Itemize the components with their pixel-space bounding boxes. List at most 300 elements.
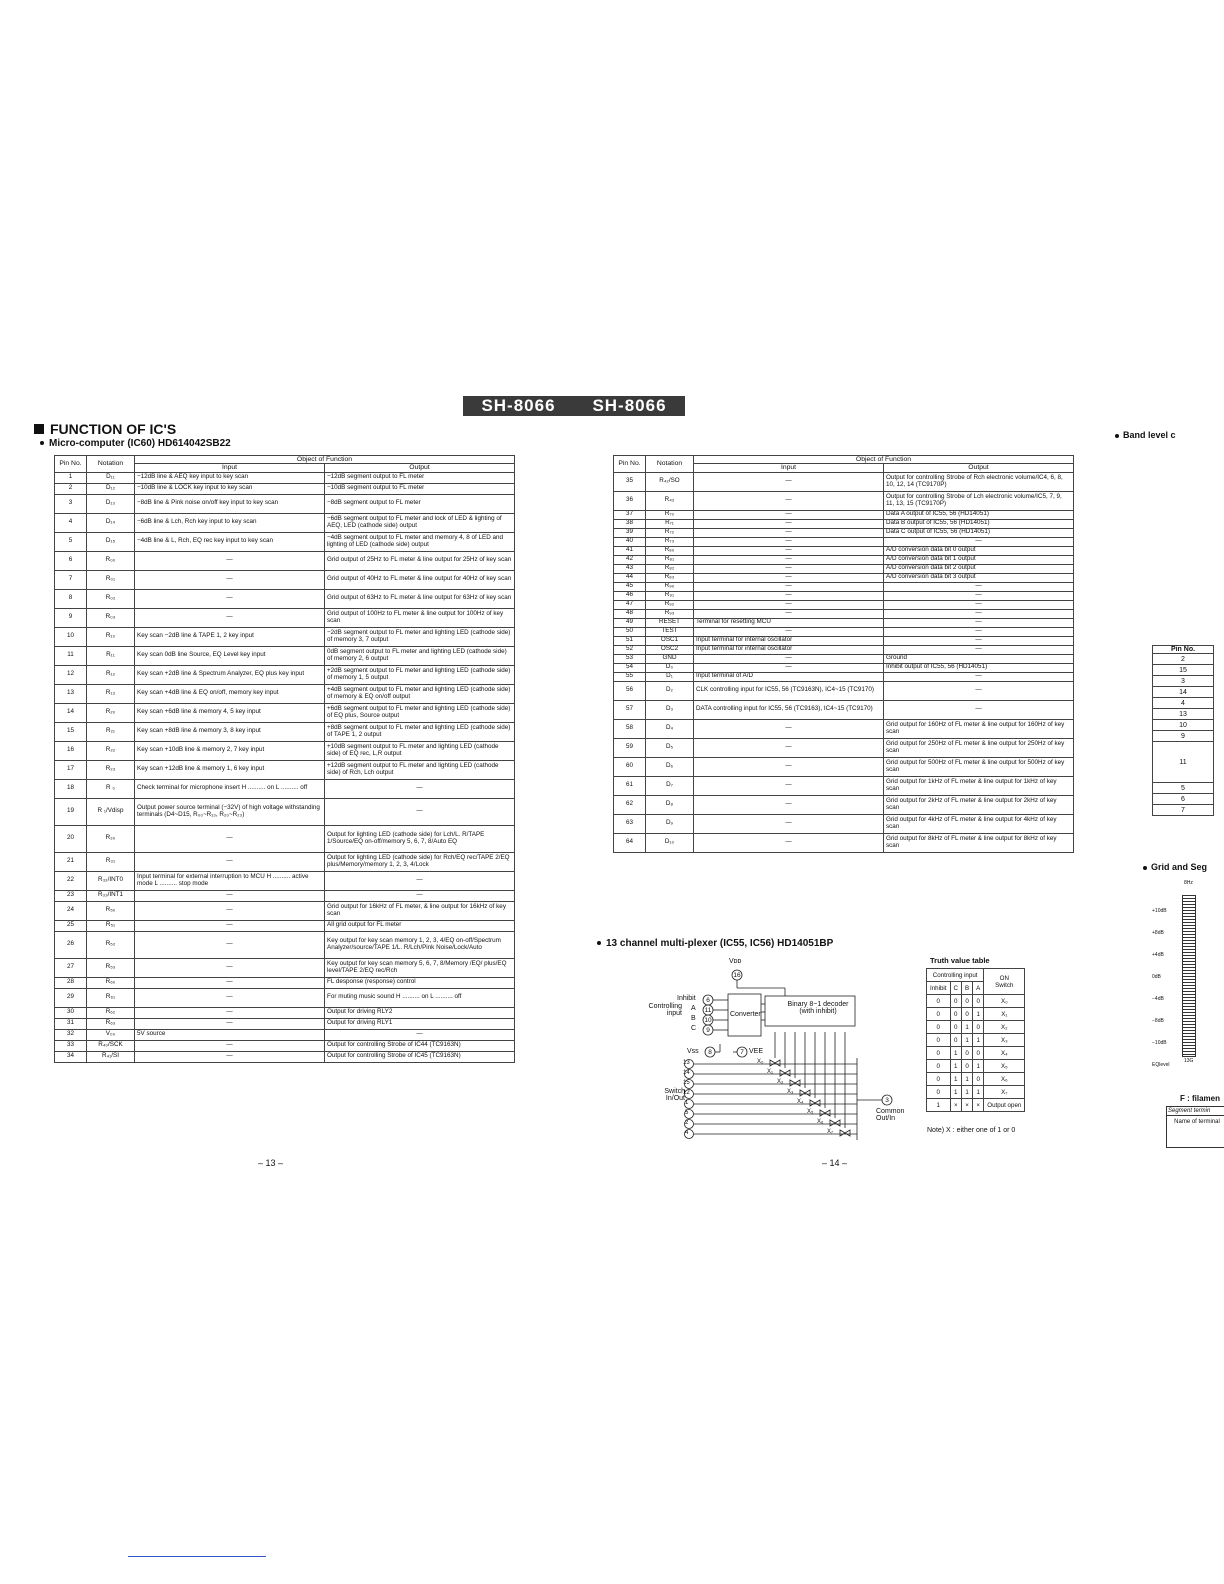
b-col: B <box>961 982 972 995</box>
pin-cell: 3 <box>1153 676 1214 687</box>
cell-pin: 18 <box>55 779 87 798</box>
cell-output: Output for driving RLY2 <box>325 1007 515 1018</box>
cell-output: Grid output for 160Hz of FL meter & line output for 160Hz of key scan <box>884 719 1074 738</box>
svg-text:8: 8 <box>708 1049 712 1056</box>
table-row <box>55 798 515 825</box>
table-row <box>55 760 515 779</box>
cell-input: — <box>135 1040 325 1051</box>
cell-pin: 57 <box>614 700 646 719</box>
truth-cell: X₃ <box>984 1034 1025 1047</box>
cell-pin: 55 <box>614 672 646 681</box>
table-row <box>55 1029 515 1040</box>
cell-notation: D₁ <box>646 672 694 681</box>
cell-pin: 37 <box>614 510 646 519</box>
cell-pin: 48 <box>614 609 646 618</box>
cell-output: Key output for key scan memory 1, 2, 3, 4/EQ on-off/Spectrum Analyzer/source/TAPE 1/L. R/Lch/Pink Noise/Lock/Auto <box>325 931 515 958</box>
switch-inout-label: Switch In/Out <box>664 1088 685 1102</box>
grid-seg-heading <box>1143 862 1207 872</box>
cell-pin: 6 <box>55 551 87 570</box>
cell-output: Ground <box>884 654 1074 663</box>
cell-notation: D₁₅ <box>87 532 135 551</box>
truth-cell: 1 <box>961 1073 972 1086</box>
cell-pin: 3 <box>55 494 87 513</box>
on-header-text: ON <box>999 974 1009 982</box>
cell-notation: R₆₂ <box>87 1007 135 1018</box>
switch-x-label: X₀ <box>757 1059 764 1065</box>
meter-segments <box>1182 895 1196 1057</box>
table-row <box>614 564 1074 573</box>
c-col: C <box>950 982 961 995</box>
cell-notation: RESET <box>646 618 694 627</box>
segment-terminal-box <box>1166 1106 1224 1148</box>
cell-notation: R₂₀ <box>87 703 135 722</box>
cell-pin: 52 <box>614 645 646 654</box>
pin-cell: 2 <box>1153 654 1214 665</box>
cell-output: A/D conversion data bit 0 output <box>884 546 1074 555</box>
cell-input: — <box>135 551 325 570</box>
cell-pin: 24 <box>55 901 87 920</box>
cell-pin: 9 <box>55 608 87 627</box>
cell-notation: R₇₁ <box>646 519 694 528</box>
table-row <box>614 591 1074 600</box>
cell-input: Check terminal for microphone insert H .......... on L .......... off <box>135 779 325 798</box>
switch-header-text: Switch <box>995 981 1014 989</box>
cell-output: −10dB segment output to FL meter <box>325 483 515 494</box>
cell-output: — <box>325 871 515 890</box>
svg-text:10: 10 <box>704 1017 712 1024</box>
cell-pin: 56 <box>614 681 646 700</box>
pin-row <box>1153 665 1214 676</box>
cell-notation: TEST <box>646 627 694 636</box>
grid-seg-text: Grid and Seg <box>1151 862 1208 872</box>
cell-input: −8dB line & Pink noise on/off key input to key scan <box>135 494 325 513</box>
cell-output: Output for driving RLY1 <box>325 1018 515 1029</box>
section-title-text: FUNCTION OF IC'S <box>50 421 177 437</box>
model-banner <box>463 396 685 416</box>
meter-label: EQlevel <box>1152 1062 1170 1068</box>
table-row <box>614 491 1074 510</box>
cell-notation: V₀₀ <box>87 1029 135 1040</box>
cell-output: Grid output for 16kHz of FL meter, & line output for 16kHz of key scan <box>325 901 515 920</box>
cell-output: Output for controlling Strobe of IC45 (TC9163N) <box>325 1051 515 1062</box>
cell-input: — <box>135 901 325 920</box>
page-number-right: – 14 – <box>822 1158 848 1168</box>
cell-input: — <box>694 814 884 833</box>
cell-pin: 45 <box>614 582 646 591</box>
switch-pin-number: 12 <box>683 1090 690 1096</box>
meter-label: +10dB <box>1152 908 1167 914</box>
svg-text:3: 3 <box>885 1097 889 1104</box>
vdd-label: Vᴅᴅ <box>729 958 742 965</box>
cell-output: — <box>884 609 1074 618</box>
cell-notation: GND <box>646 654 694 663</box>
cell-input: — <box>135 589 325 608</box>
cell-input: — <box>694 591 884 600</box>
table-row <box>55 1007 515 1018</box>
truth-table-note: Note) X : either one of 1 or 0 <box>927 1127 1016 1134</box>
cell-output: Grid output for 2kHz of FL meter & line output for 2kHz of key scan <box>884 795 1074 814</box>
cell-output: Output for controlling Strobe of Rch electronic volume/IC4, 6, 8, 10, 12, 14 (TC9170P) <box>884 472 1074 491</box>
cell-input: Key scan +2dB line & Spectrum Analyzer, EQ plus key input <box>135 665 325 684</box>
cell-pin: 5 <box>55 532 87 551</box>
cell-output: — <box>884 700 1074 719</box>
cell-input: — <box>135 852 325 871</box>
cell-input: — <box>694 472 884 491</box>
pin-cell: 5 <box>1153 783 1214 794</box>
cell-pin: 62 <box>614 795 646 814</box>
cell-notation: D₉ <box>646 814 694 833</box>
pin-row <box>1153 794 1214 805</box>
square-bullet-icon <box>34 424 44 434</box>
pin-cell: 10 <box>1153 720 1214 731</box>
truth-cell: 0 <box>961 1060 972 1073</box>
table-row <box>55 901 515 920</box>
cell-pin: 7 <box>55 570 87 589</box>
common-label: Common Out/In <box>876 1108 905 1122</box>
cell-notation: D₁₂ <box>87 483 135 494</box>
table-row <box>55 551 515 570</box>
cell-pin: 54 <box>614 663 646 672</box>
truth-cell: 0 <box>927 1047 951 1060</box>
table-row <box>55 608 515 627</box>
cell-input: — <box>694 573 884 582</box>
cell-input: — <box>694 555 884 564</box>
cell-input: — <box>694 738 884 757</box>
cell-output: Grid output for 4kHz of FL meter & line output for 4kHz of key scan <box>884 814 1074 833</box>
table-row <box>55 703 515 722</box>
cell-input: — <box>135 1051 325 1062</box>
cell-pin: 14 <box>55 703 87 722</box>
cell-pin: 40 <box>614 537 646 546</box>
cell-output: — <box>325 1029 515 1040</box>
a-label: A <box>691 1005 696 1012</box>
pin-row <box>1153 731 1214 742</box>
cell-output: — <box>884 636 1074 645</box>
pin-number-column <box>1152 645 1214 816</box>
table-row <box>55 483 515 494</box>
cell-pin: 33 <box>55 1040 87 1051</box>
cell-input: — <box>694 537 884 546</box>
meter-label: +8dB <box>1152 930 1164 936</box>
cell-pin: 46 <box>614 591 646 600</box>
cell-input: — <box>135 825 325 852</box>
cell-pin: 20 <box>55 825 87 852</box>
terminal-name: Name of terminal <box>1174 1119 1220 1125</box>
cell-notation: R₃₀ <box>87 825 135 852</box>
cell-input: — <box>694 757 884 776</box>
cell-notation: R₄₂/SO <box>646 472 694 491</box>
cell-output: −2dB segment output to FL meter and lighting LED (cathode side) of memory 3, 7 output <box>325 627 515 646</box>
meter-label: −10dB <box>1152 1040 1167 1046</box>
cell-notation: R₀₁ <box>87 570 135 589</box>
bullet-icon <box>597 941 601 945</box>
cell-input: — <box>694 546 884 555</box>
cell-pin: 49 <box>614 618 646 627</box>
cell-output: 0dB segment output to FL meter and lighting LED (cathode side) of memory 2, 6 output <box>325 646 515 665</box>
pin-row <box>1153 783 1214 794</box>
notation-header: Notation <box>646 456 694 473</box>
truth-row <box>927 1086 1025 1099</box>
cell-notation: R₉₁ <box>646 591 694 600</box>
page-number-left: – 13 – <box>258 1158 284 1168</box>
cell-output: — <box>325 779 515 798</box>
cell-pin: 50 <box>614 627 646 636</box>
table-row <box>55 958 515 977</box>
table-row <box>614 510 1074 519</box>
cell-output: Data C output of IC55, 56 (HD14051) <box>884 528 1074 537</box>
cell-input: Key scan 0dB line Source, EQ Level key input <box>135 646 325 665</box>
truth-cell: 1 <box>973 1034 984 1047</box>
vdd-pin-number: 16 <box>733 972 741 979</box>
cell-notation: D₆ <box>646 757 694 776</box>
truth-row <box>927 1073 1025 1086</box>
cell-input: Input terminal for external interruption to MCU H .......... active mode L .......... stop mode <box>135 871 325 890</box>
cell-pin: 21 <box>55 852 87 871</box>
table-row <box>614 795 1074 814</box>
switch-pin-number: 15 <box>683 1080 690 1086</box>
cell-notation: D₁₃ <box>87 494 135 513</box>
cell-input: Key scan +12dB line & memory 1, 6 key input <box>135 760 325 779</box>
cell-output: +4dB segment output to FL meter and lighting LED (cathode side) of memory & EQ on/off output <box>325 684 515 703</box>
switch-pin-number: 14 <box>683 1070 690 1076</box>
transmission-gate-icon <box>830 1120 840 1126</box>
cell-pin: 44 <box>614 573 646 582</box>
table-row <box>55 472 515 483</box>
cell-input: Terminal for resetting MCU <box>694 618 884 627</box>
cell-input: — <box>694 719 884 738</box>
truth-cell: 0 <box>927 995 951 1008</box>
cell-notation: R₁₀ <box>87 627 135 646</box>
pin-cell: 4 <box>1153 698 1214 709</box>
controlling-input-header: Controlling input <box>927 969 984 982</box>
switch-x-label: X₂ <box>777 1079 784 1085</box>
cell-pin: 15 <box>55 722 87 741</box>
table-row <box>614 600 1074 609</box>
cell-output: — <box>884 681 1074 700</box>
cell-input: −10dB line & LOCK key input to key scan <box>135 483 325 494</box>
cell-notation: D₅ <box>646 738 694 757</box>
cell-output: +12dB segment output to FL meter and lighting LED (cathode side) of Rch, Lch output <box>325 760 515 779</box>
table-row <box>55 871 515 890</box>
cell-pin: 10 <box>55 627 87 646</box>
banner-right: SH-8066 <box>592 396 667 415</box>
cell-pin: 64 <box>614 833 646 852</box>
pin-cell: 9 <box>1153 731 1214 742</box>
switch-pin-number: 2 <box>685 1120 689 1126</box>
pin-header: Pin No. <box>614 456 646 473</box>
segment-terminal-header: Segment termin <box>1167 1107 1224 1116</box>
cell-pin: 35 <box>614 472 646 491</box>
switch-x-label: X₃ <box>787 1089 794 1095</box>
cell-output: — <box>884 627 1074 636</box>
cell-input: CLK controlling input for IC55, 56 (TC9163N), IC4~15 (TC9170) <box>694 681 884 700</box>
converter-label: Converter <box>730 1011 761 1018</box>
cell-input: Key scan +8dB line & memory 3, 8 key input <box>135 722 325 741</box>
input-header: Input <box>694 464 884 472</box>
cell-pin: 59 <box>614 738 646 757</box>
cell-output: Grid output for 1kHz of FL meter & line output for 1kHz of key scan <box>884 776 1074 795</box>
bullet-icon <box>1115 434 1119 438</box>
cell-pin: 30 <box>55 1007 87 1018</box>
table-row <box>55 589 515 608</box>
cell-output: Grid output for 250Hz of FL meter & line output for 250Hz of key scan <box>884 738 1074 757</box>
cell-input: — <box>694 776 884 795</box>
cell-input: Input terminal for internal oscillator <box>694 645 884 654</box>
cell-output: — <box>884 582 1074 591</box>
cell-input: — <box>135 1018 325 1029</box>
switch-x-label: X₇ <box>827 1129 834 1135</box>
pin-cell: 13 <box>1153 709 1214 720</box>
cell-output: A/D conversion data bit 2 output <box>884 564 1074 573</box>
cell-pin: 28 <box>55 977 87 988</box>
truth-cell: 0 <box>961 1047 972 1060</box>
cell-input: — <box>694 491 884 510</box>
cell-notation: D₃ <box>646 700 694 719</box>
pin-cell: 11 <box>1153 742 1214 783</box>
cell-notation: R₅₁ <box>87 920 135 931</box>
cell-notation: R₈₁ <box>646 555 694 564</box>
cell-input: — <box>694 609 884 618</box>
truth-row <box>927 1047 1025 1060</box>
cell-pin: 17 <box>55 760 87 779</box>
truth-cell: 1 <box>973 1086 984 1099</box>
cell-notation: D₁₁ <box>87 472 135 483</box>
filament-label: F : filamen <box>1180 1094 1221 1103</box>
truth-cell: 0 <box>973 995 984 1008</box>
multiplexer-subtitle <box>597 938 833 949</box>
truth-cell: X₅ <box>984 1060 1025 1073</box>
micro-computer-subtitle <box>40 438 231 449</box>
meter-label: 8Hz <box>1184 880 1193 886</box>
cell-output: Output for lighting LED (cathode side) for Rch/EQ rec/TAPE 2/EQ plus/Memory/memory 1, 2, 3, 4/Lock <box>325 852 515 871</box>
table-row <box>55 779 515 798</box>
truth-cell: 0 <box>927 1086 951 1099</box>
cell-input: — <box>135 920 325 931</box>
cell-pin: 41 <box>614 546 646 555</box>
output-header: Output <box>884 464 1074 472</box>
truth-cell: 0 <box>927 1073 951 1086</box>
cell-pin: 12 <box>55 665 87 684</box>
truth-cell: × <box>961 1099 972 1112</box>
a-col: A <box>973 982 984 995</box>
cell-pin: 51 <box>614 636 646 645</box>
table-row <box>55 722 515 741</box>
cell-pin: 11 <box>55 646 87 665</box>
truth-cell: X₁ <box>984 1008 1025 1021</box>
truth-cell: 0 <box>950 995 961 1008</box>
pin-row <box>1153 654 1214 665</box>
cell-notation: R₁₂ <box>87 665 135 684</box>
cell-pin: 47 <box>614 600 646 609</box>
cell-pin: 2 <box>55 483 87 494</box>
cell-output: Output for controlling Strobe of IC44 (TC9163N) <box>325 1040 515 1051</box>
cell-output: −6dB segment output to FL meter and lock of LED & lighting of AEQ, LED (cathode side) output <box>325 513 515 532</box>
cell-input: — <box>135 1007 325 1018</box>
b-label: B <box>691 1015 696 1022</box>
cell-input: 5V source <box>135 1029 325 1040</box>
cell-output: Grid output of 40Hz to FL meter & line output for 40Hz of key scan <box>325 570 515 589</box>
truth-cell: Output open <box>984 1099 1025 1112</box>
truth-row <box>927 1060 1025 1073</box>
truth-table-title: Truth value table <box>930 956 990 965</box>
bullet-icon <box>1143 866 1147 870</box>
cell-input: Key scan +10dB line & memory 2, 7 key input <box>135 741 325 760</box>
cell-notation: R₈₃ <box>646 573 694 582</box>
meter-label: −4dB <box>1152 996 1164 1002</box>
truth-cell: 0 <box>950 1021 961 1034</box>
output-header: Output <box>325 464 515 472</box>
truth-cell: X₂ <box>984 1021 1025 1034</box>
cell-output: Inhibit output of IC55, 56 (HD14051) <box>884 663 1074 672</box>
switch-pin-number: 5 <box>685 1110 689 1116</box>
function-table-right <box>613 455 1074 853</box>
truth-cell: X₇ <box>984 1086 1025 1099</box>
cell-output: −12dB segment output to FL meter <box>325 472 515 483</box>
cell-notation: R₇₂ <box>646 528 694 537</box>
truth-cell: X₄ <box>984 1047 1025 1060</box>
cell-input: Key scan +4dB line & EQ on/off, memory key input <box>135 684 325 703</box>
cell-output: Grid output for 8kHz of FL meter & line output for 8kHz of key scan <box>884 833 1074 852</box>
table-row <box>55 1018 515 1029</box>
transmission-gate-icon <box>800 1090 810 1096</box>
table-row <box>614 672 1074 681</box>
truth-cell: 1 <box>973 1008 984 1021</box>
switch-x-label: X₄ <box>797 1099 804 1105</box>
cell-notation: R ₁/Vdisp <box>87 798 135 825</box>
table-row <box>614 738 1074 757</box>
cell-output: −8dB segment output to FL meter <box>325 494 515 513</box>
bullet-icon <box>40 441 44 445</box>
cell-notation: R₂₃ <box>87 760 135 779</box>
truth-cell: 1 <box>950 1047 961 1060</box>
truth-cell: × <box>950 1099 961 1112</box>
underline-link <box>128 1556 266 1557</box>
cell-output: +6dB segment output to FL meter and lighting LED (cathode side) of EQ plus, Source output <box>325 703 515 722</box>
cell-input: — <box>694 519 884 528</box>
cell-output: — <box>884 591 1074 600</box>
table-row <box>614 618 1074 627</box>
table-row <box>614 814 1074 833</box>
cell-notation: R₀₂ <box>87 589 135 608</box>
inhibit-label: Inhibit <box>677 995 696 1002</box>
cell-input: Input terminal of A/D <box>694 672 884 681</box>
pin-header: Pin No. <box>55 456 87 473</box>
truth-row <box>927 1034 1025 1047</box>
truth-cell: 1 <box>973 1060 984 1073</box>
transmission-gate-icon <box>820 1110 830 1116</box>
cell-output: Key output for key scan memory 5, 6, 7, 8/Memory /EQ/ plus/EQ level/TAPE 2/EQ rec/Rch <box>325 958 515 977</box>
truth-cell: X₀ <box>984 995 1025 1008</box>
table-row <box>55 1040 515 1051</box>
switch-x-label: X₅ <box>807 1109 814 1115</box>
cell-output: A/D conversion data bit 1 output <box>884 555 1074 564</box>
table-row <box>55 627 515 646</box>
pin-row <box>1153 742 1214 783</box>
meter-label: +4dB <box>1152 952 1164 958</box>
cell-input: Input terminal for internal oscillator <box>694 636 884 645</box>
table-row <box>614 537 1074 546</box>
cell-output: — <box>884 600 1074 609</box>
cell-notation: R ₀ <box>87 779 135 798</box>
transmission-gate-icon <box>790 1080 800 1086</box>
cell-notation: D₁₀ <box>646 833 694 852</box>
cell-input: — <box>135 977 325 988</box>
truth-cell: × <box>973 1099 984 1112</box>
c-label: C <box>691 1025 697 1032</box>
cell-input: — <box>694 663 884 672</box>
pin-no-header: Pin No. <box>1153 646 1214 654</box>
transmission-gate-icon <box>780 1070 790 1076</box>
